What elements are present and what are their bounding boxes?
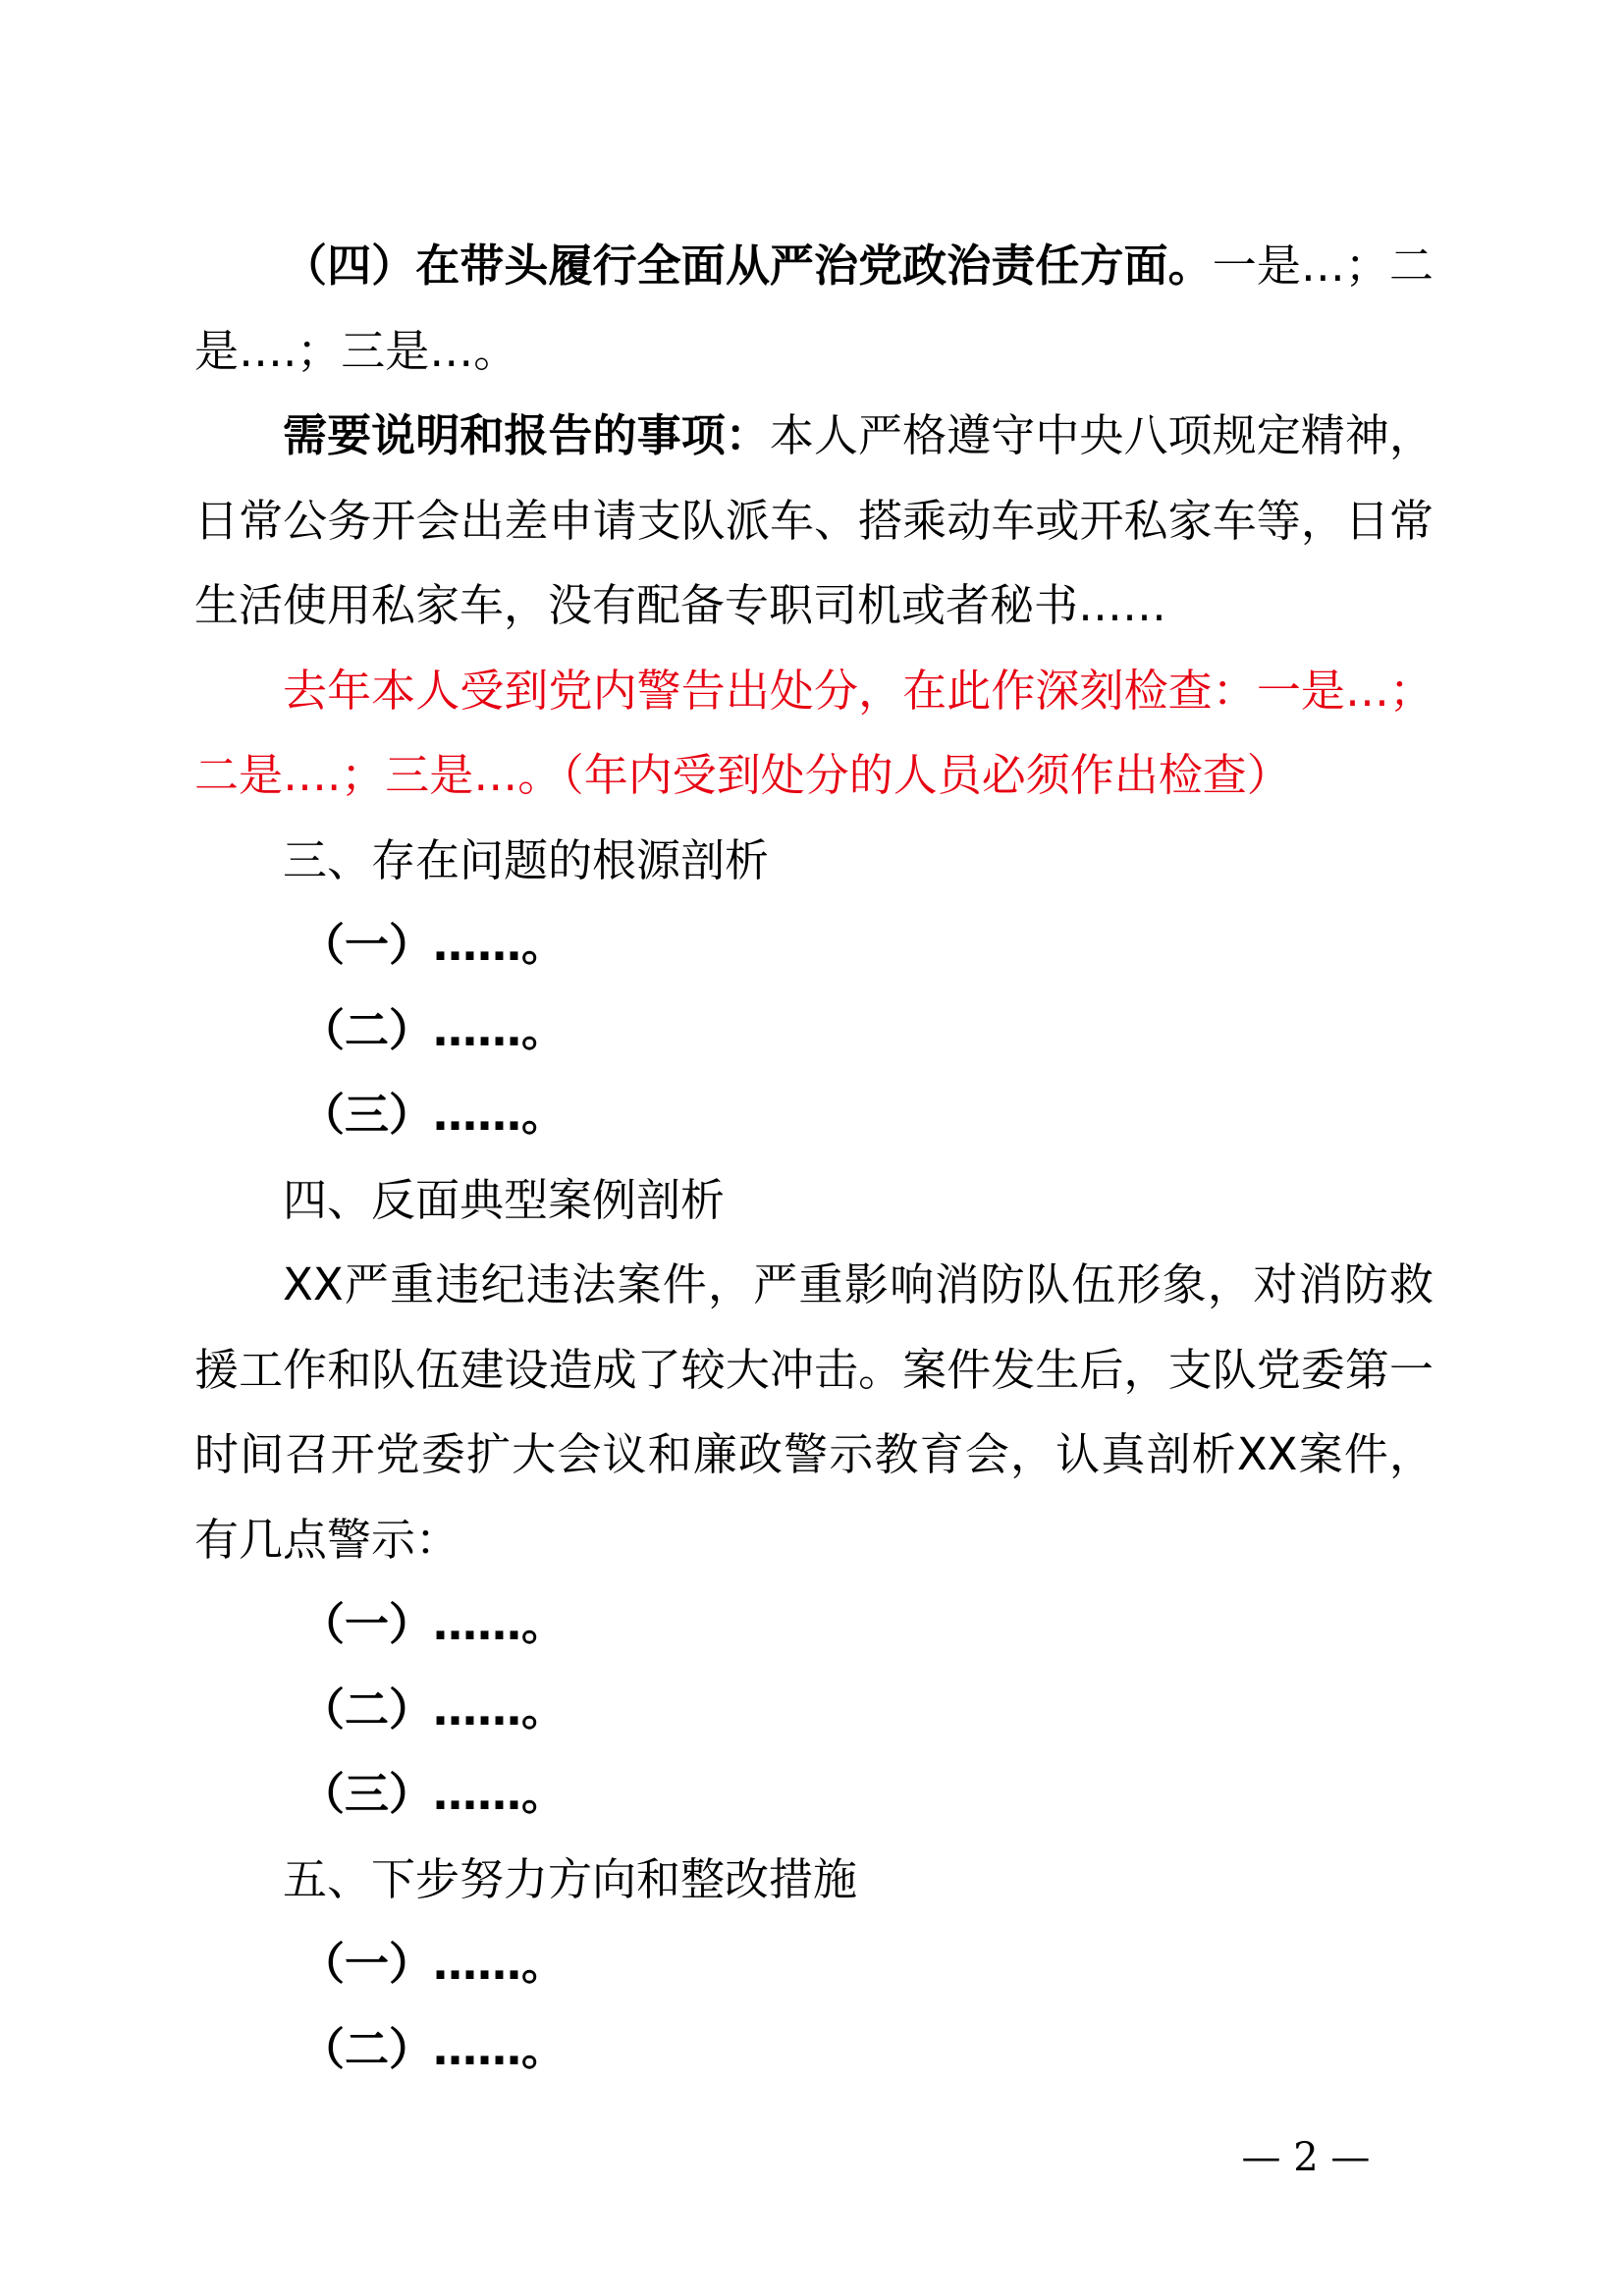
root-cause-item-3: （三）……。 — [300, 1089, 567, 1141]
rectification-item-1: （一）……。 — [300, 1938, 567, 1990]
matters-lead-c: 的事项： — [592, 409, 770, 461]
matters-lead-a: 需要说明 — [283, 409, 460, 461]
case-paragraph: XX严重违纪违法案件，严重影响消防队伍形象，对消防救援工作和队伍建设造成了较大冲击。案件发生后，支队党委第一时间召开党委扩大会议和廉政警示教育会，认真剖析XX案件，有几点警示： — [194, 1258, 1434, 1566]
section4-lead: （四）在带头履行全面从严治党政治责任方面。 — [283, 240, 1213, 292]
discipline-note: 去年本人受到党内警告出处分，在此作深刻检查：一是…；二是….；三是…。（年内受到处分的人员必须作出检查） — [194, 664, 1434, 801]
section4-paragraph — [194, 224, 1434, 394]
case-item-1: （一）……。 — [300, 1598, 567, 1650]
matters-lead-b: 和报告 — [460, 409, 593, 461]
document-body — [194, 224, 1434, 2092]
heading-rectification: 五、下步努力方向和整改措施 — [283, 1852, 858, 1905]
heading-case-analysis: 四、反面典型案例剖析 — [283, 1173, 726, 1226]
matters-body: 本人严格遵守中央八项规定精神，日常公务开会出差申请支队派车、搭乘动车或开私家车等，日常生活使用私家车，没有配备专职司机或者秘书…… — [194, 409, 1434, 631]
root-cause-item-1: （一）……。 — [300, 919, 567, 971]
matters-paragraph — [194, 394, 1434, 649]
page-number: — 2 — — [1241, 2135, 1371, 2180]
root-cause-item-2: （二）……。 — [300, 1003, 567, 1056]
case-item-3: （三）……。 — [300, 1768, 567, 1820]
case-item-2: （二）……。 — [300, 1682, 567, 1735]
rectification-item-2: （二）……。 — [300, 2022, 567, 2075]
section4-body: 一是…；二是….；三是…。 — [194, 240, 1434, 377]
heading-root-cause: 三、存在问题的根源剖析 — [283, 833, 770, 886]
